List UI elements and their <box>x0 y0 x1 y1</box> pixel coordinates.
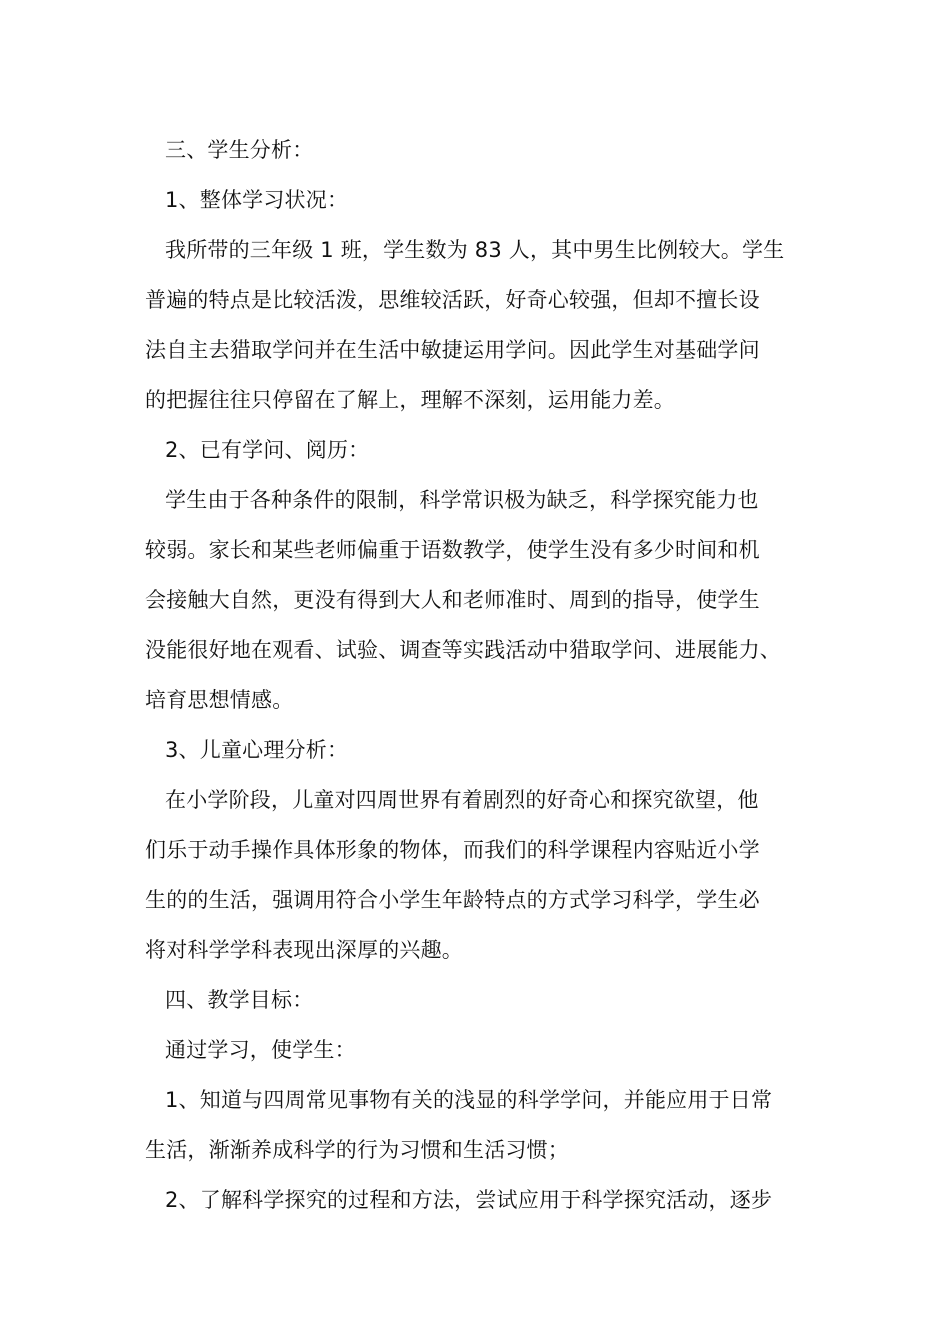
paragraph-line: 生的的生活，强调用符合小学生年龄特点的方式学习科学，学生必 <box>145 888 760 912</box>
paragraph-line: 学生由于各种条件的限制，科学常识极为缺乏，科学探究能力也 <box>165 488 759 512</box>
subheading-child-psychology: 3、儿童心理分析： <box>165 738 349 762</box>
paragraph-line: 生活，渐渐养成科学的行为习惯和生活习惯； <box>145 1138 569 1162</box>
paragraph-line: 没能很好地在观看、试验、调查等实践活动中猎取学问、进展能力、 <box>145 638 781 662</box>
subheading-overall-status: 1、整体学习状况： <box>165 188 349 212</box>
paragraph-line: 我所带的三年级 1 班，学生数为 83 人，其中男生比例较大。学生 <box>165 238 785 262</box>
section-heading-teaching-goals: 四、教学目标： <box>165 988 314 1012</box>
paragraph-line: 的把握往往只停留在了解上，理解不深刻，运用能力差。 <box>145 388 675 412</box>
paragraph-line: 们乐于动手操作具体形象的物体，而我们的科学课程内容贴近小学 <box>145 838 760 862</box>
paragraph-line: 法自主去猎取学问并在生活中敏捷运用学问。因此学生对基础学问 <box>145 338 760 362</box>
paragraph-line: 会接触大自然，更没有得到大人和老师准时、周到的指导，使学生 <box>145 588 760 612</box>
paragraph-line: 培育思想情感。 <box>145 688 294 712</box>
list-item-goal-1: 1、知道与四周常见事物有关的浅显的科学学问，并能应用于日常 <box>165 1088 773 1112</box>
section-heading-student-analysis: 三、学生分析： <box>165 138 314 162</box>
paragraph-line: 将对科学学科表现出深厚的兴趣。 <box>145 938 463 962</box>
list-item-goal-2: 2、了解科学探究的过程和方法，尝试应用于科学探究活动，逐步 <box>165 1188 773 1212</box>
paragraph-line: 较弱。家长和某些老师偏重于语数教学，使学生没有多少时间和机 <box>145 538 760 562</box>
paragraph-line: 通过学习，使学生： <box>165 1038 356 1062</box>
paragraph-line: 普遍的特点是比较活泼，思维较活跃，好奇心较强，但却不擅长设 <box>145 288 760 312</box>
paragraph-line: 在小学阶段，儿童对四周世界有着剧烈的好奇心和探究欲望，他 <box>165 788 759 812</box>
subheading-prior-knowledge: 2、已有学问、阅历： <box>165 438 370 462</box>
